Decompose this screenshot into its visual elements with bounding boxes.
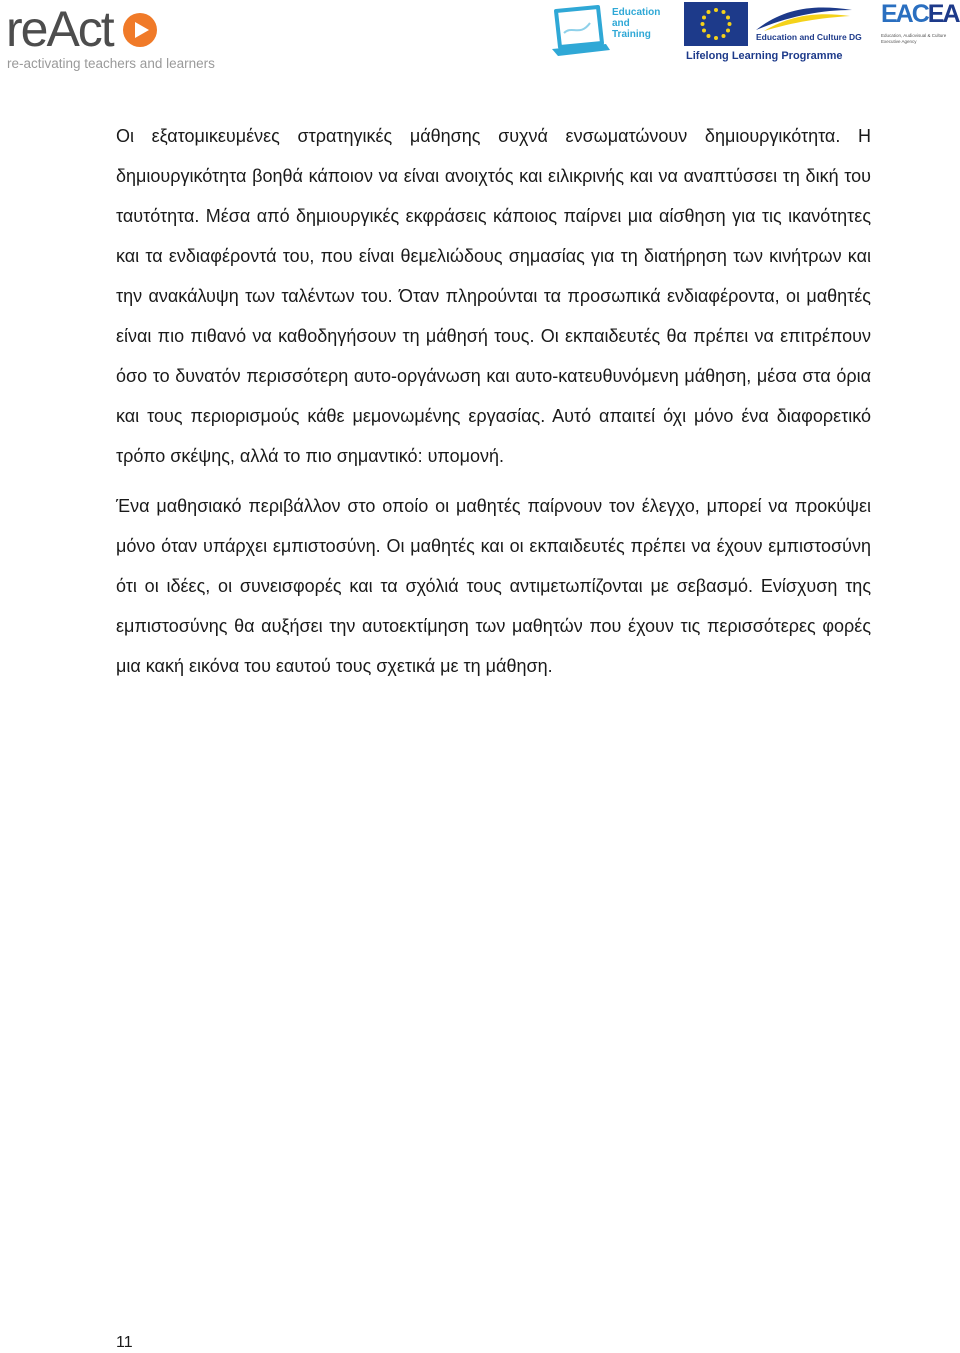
eacea-mark-part2: EA <box>927 0 959 28</box>
eu-flag-icon <box>684 2 748 46</box>
laptop-icon <box>550 3 614 61</box>
lifelong-learning-programme-label: Lifelong Learning Programme <box>686 50 843 62</box>
eacea-mark-part1: EAC <box>881 0 928 28</box>
education-label: Education <box>612 7 661 18</box>
education-culture-dg-label: Education and Culture DG <box>756 32 862 42</box>
page-number: 11 <box>116 1334 133 1351</box>
document-body <box>116 116 871 686</box>
eacea-sub-line1: Education, Audiovisual & Culture <box>881 33 947 38</box>
eacea-logo <box>878 0 958 50</box>
eacea-mark <box>881 0 959 29</box>
training-label: Training <box>612 29 651 40</box>
education-training-logo <box>550 3 668 63</box>
and-label: and <box>612 18 630 29</box>
paragraph-1: Οι εξατομικευμένες στρατηγικές μάθησης συχνά ενσωματώνουν δημιουργικότητα. Η δημιουργικότητα βοηθά κάποιον να είναι ανοιχτός και ειλικρινής και να αναπτύσσει τη δική του ταυτότητα. Μέσα από δημιουργικές εκφράσεις κάποιος παίρνει μια αίσθηση για τις ικανότητες και τα ενδιαφέροντά του, που είναι θεμελιώδους σημασίας για τη διατήρηση των κινήτρων και την ανακάλυψη των ταλέντων του. Όταν πληρούνται τα προσωπικά ενδιαφέροντα, οι μαθητές είναι πιο πιθανό να καθοδηγήσουν τη μάθησή τους. Οι εκπαιδευτές θα πρέπει να επιτρέπουν όσο το δυνατόν περισσότερη αυτο-οργάνωση και αυτο-κατευθυνόμενη μάθηση, μέσα στα όρια και τους περιορισμούς κάθε μεμονωμένης εργασίας. Αυτό απαιτεί όχι μόνο ένα διαφορετικό τρόπο σκέψης, αλλά το πιο σημαντικό: υπομονή. <box>116 126 871 466</box>
play-icon <box>123 13 157 47</box>
eacea-sub-line2: Executive Agency <box>881 38 917 44</box>
swoosh-icon <box>754 4 854 34</box>
react-tagline: re-activating teachers and learners <box>7 56 215 71</box>
react-logo <box>6 1 241 72</box>
react-wordmark: reAct <box>6 1 113 57</box>
paragraph-2: Ένα μαθησιακό περιβάλλον στο οποίο οι μαθητές παίρνουν τον έλεγχο, μπορεί να προκύψει μόνο όταν υπάρχει εμπιστοσύνη. Οι μαθητές και οι εκπαιδευτές πρέπει να έχουν εμπιστοσύνη ότι οι ιδέες, οι συνεισφορές και τα σχόλιά τους αντιμετωπίζονται με σεβασμό. Ενίσχυση της εμπιστοσύνης θα αυξήσει την αυτοεκτίμηση των μαθητών που έχουν τις περισσότερες φορές μια κακή εικόνα του εαυτού τους σχετικά με τη μάθηση. <box>116 496 871 676</box>
lifelong-learning-logo <box>684 2 860 66</box>
